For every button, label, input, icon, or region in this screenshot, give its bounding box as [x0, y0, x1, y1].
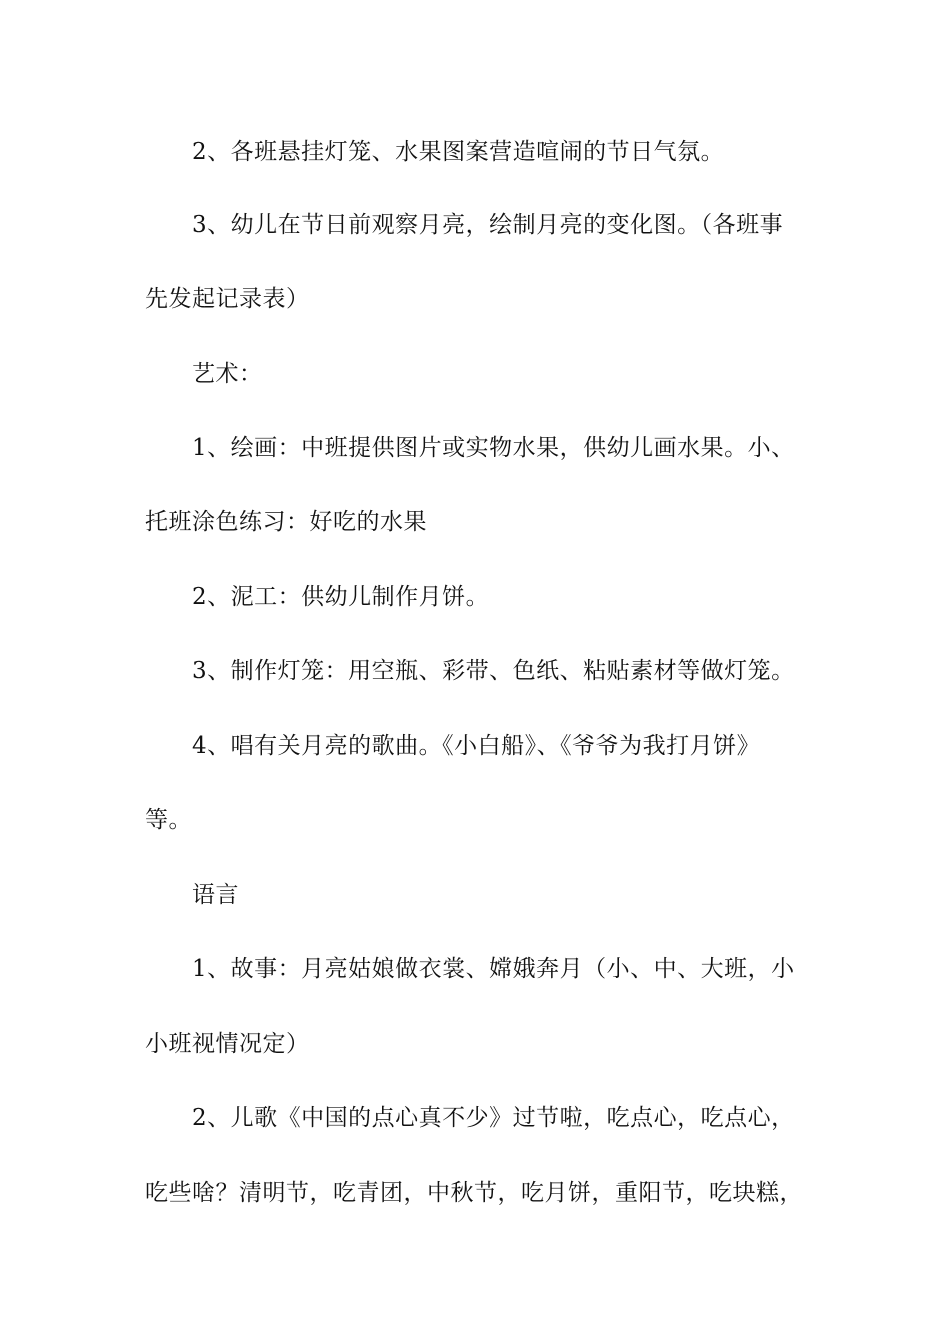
paragraph-moon-songs-cont: 等。 [145, 807, 192, 833]
paragraph-painting: 1、绘画：中班提供图片或实物水果，供幼儿画水果。小、 [192, 435, 795, 461]
paragraph-painting-cont: 托班涂色练习：好吃的水果 [145, 509, 427, 535]
paragraph-observe-moon-cont: 先发起记录表） [145, 286, 310, 312]
paragraph-observe-moon: 3、幼儿在节日前观察月亮，绘制月亮的变化图。（各班事 [192, 212, 784, 238]
paragraph-stories: 1、故事：月亮姑娘做衣裳、嫦娥奔月（小、中、大班，小 [192, 956, 795, 982]
paragraph-moon-songs: 4、唱有关月亮的歌曲。《小白船》、《爷爷为我打月饼》 [192, 733, 761, 759]
heading-art: 艺术： [192, 361, 263, 387]
paragraph-decorate-lanterns: 2、各班悬挂灯笼、水果图案营造喧闹的节日气氛。 [192, 139, 725, 165]
paragraph-clay: 2、泥工：供幼儿制作月饼。 [192, 584, 490, 610]
paragraph-lantern-making: 3、制作灯笼：用空瓶、彩带、色纸、粘贴素材等做灯笼。 [192, 658, 795, 684]
heading-language: 语言 [192, 882, 239, 908]
paragraph-stories-cont: 小班视情况定） [145, 1031, 310, 1057]
paragraph-nursery-rhyme: 2、儿歌《中国的点心真不少》过节啦，吃点心，吃点心， [192, 1105, 795, 1131]
paragraph-nursery-rhyme-cont: 吃些啥？清明节，吃青团，中秋节，吃月饼，重阳节，吃块糕， [145, 1180, 803, 1206]
